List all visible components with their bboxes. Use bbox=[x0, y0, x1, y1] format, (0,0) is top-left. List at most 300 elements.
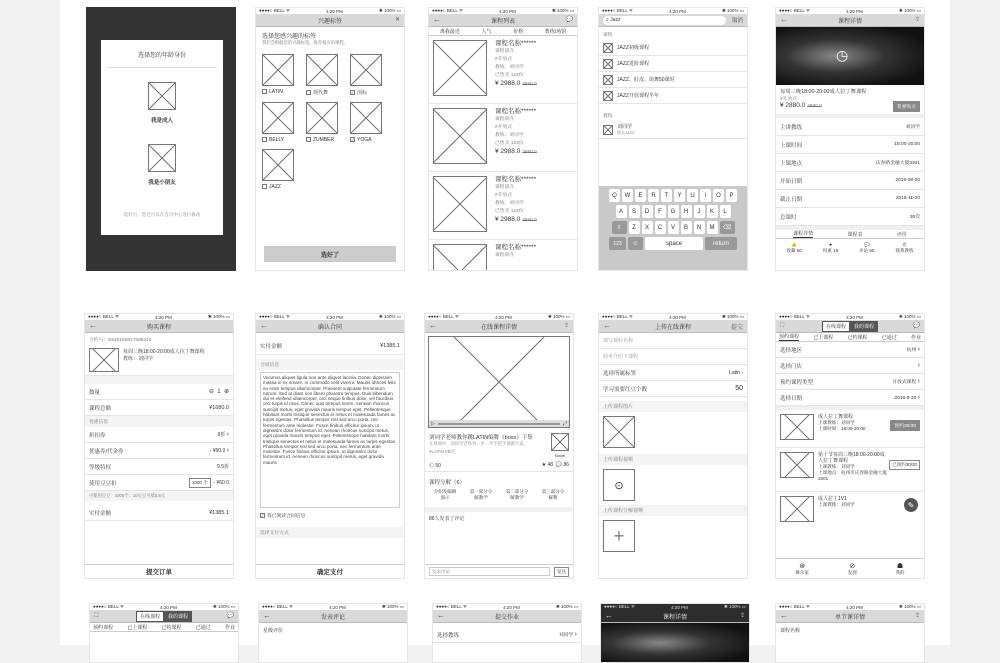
result-label: JAZZ进阶课程 bbox=[617, 61, 649, 67]
info-value: 18:00-20:00 bbox=[894, 142, 920, 147]
filter-value: 杭州 bbox=[906, 348, 917, 353]
interest-screen bbox=[255, 7, 405, 271]
coach-label: 选择教练 bbox=[437, 632, 460, 639]
my-courses-screen-2 bbox=[89, 603, 239, 663]
tag-label: 现代舞 bbox=[313, 90, 329, 96]
tag-label: ZUMBER bbox=[313, 137, 335, 143]
chevron-right-icon: › bbox=[917, 378, 920, 385]
tag-image bbox=[350, 102, 382, 134]
nav-title: 单节课详情 bbox=[834, 614, 865, 621]
key[interactable]: X bbox=[642, 221, 653, 234]
course-intro: 课程简介 bbox=[495, 117, 515, 122]
contact-action[interactable] bbox=[895, 242, 913, 254]
nav-bar bbox=[599, 320, 747, 333]
key[interactable]: J bbox=[694, 205, 705, 218]
category-label: 选择所属标签 bbox=[603, 370, 637, 377]
category-select[interactable] bbox=[599, 365, 747, 381]
coin-icon: Ⓒ bbox=[429, 463, 435, 469]
key[interactable]: E bbox=[635, 189, 646, 202]
course-sold: 已售卖 123份 bbox=[495, 209, 524, 214]
follow-coach[interactable] bbox=[551, 433, 569, 458]
lesson-detail-screen bbox=[775, 603, 925, 663]
checkbox[interactable] bbox=[262, 89, 267, 94]
action-label: 联系教练 bbox=[895, 248, 914, 253]
share-icon[interactable]: ⇪ bbox=[563, 323, 569, 329]
list-item[interactable] bbox=[776, 448, 924, 492]
course-name: 成人拉丁舞课程 bbox=[818, 414, 854, 420]
course-intro: 课程简介 bbox=[495, 253, 515, 258]
key[interactable]: O bbox=[713, 189, 724, 202]
tag-grid bbox=[262, 54, 398, 190]
course-image bbox=[89, 348, 119, 372]
cancel-button[interactable]: 取消 bbox=[731, 18, 743, 24]
order-course bbox=[85, 346, 233, 376]
filter-row[interactable] bbox=[776, 374, 924, 390]
course-coach: 上课教练：刘同学 bbox=[818, 464, 855, 469]
filter-label: 选择门店 bbox=[780, 363, 803, 370]
info-value: 庆春路金融大厦3301 bbox=[875, 161, 920, 166]
key[interactable]: S bbox=[629, 205, 640, 218]
upload-split-section: 上传课程分解视频 bbox=[599, 505, 747, 516]
filter-label: 预约课程类型 bbox=[780, 379, 814, 386]
time: 4:20 PM bbox=[160, 604, 177, 610]
tag-modern[interactable] bbox=[306, 54, 350, 96]
key[interactable]: U bbox=[687, 189, 698, 202]
course-intro: 课程简介 bbox=[495, 185, 515, 190]
carrier: ●●●●○ BELL ᯤ bbox=[259, 8, 291, 13]
add-icon[interactable]: + bbox=[603, 520, 635, 552]
course-name: 每周三晚18:00-20:00成人拉丁舞课程 bbox=[123, 349, 205, 355]
battery: ✱ 100% ▭ bbox=[547, 314, 570, 319]
result-label: JAZZ开放课程半年 bbox=[617, 93, 659, 99]
list-item[interactable] bbox=[429, 36, 577, 104]
course-name: 课程名称****** bbox=[495, 108, 537, 115]
course-price: ¥ 2988.0 bbox=[495, 148, 521, 155]
back-icon[interactable]: ← bbox=[89, 321, 97, 330]
tab-coach[interactable]: 教练/场馆 bbox=[544, 28, 567, 35]
key[interactable]: Y bbox=[674, 189, 685, 202]
checkbox-checked[interactable]: ✓ bbox=[351, 137, 355, 143]
tab-mine[interactable]: 我的课程 bbox=[164, 611, 192, 622]
course-old-price: 3980.0 bbox=[522, 82, 537, 87]
carrier: ●●●●○ BELL ᯤ bbox=[262, 604, 294, 609]
time: 4:20 PM bbox=[326, 8, 343, 14]
checkbox-checked[interactable]: ✓ bbox=[351, 90, 355, 96]
comment-stat[interactable] bbox=[556, 462, 569, 468]
search-icon: ⌕ bbox=[606, 17, 609, 23]
course-price: ¥ 2988.0 bbox=[495, 80, 521, 87]
tab-detail[interactable]: 课程详情 bbox=[793, 231, 814, 237]
tab-online[interactable]: 在线课程 bbox=[822, 321, 850, 332]
adult-label: 我是成人 bbox=[150, 118, 173, 124]
nav-bar bbox=[776, 14, 924, 27]
pay-label: 实付金额 bbox=[260, 343, 283, 350]
message-icon[interactable]: 💬 bbox=[565, 17, 573, 23]
carrier: ●●●●○ BELL ᯤ bbox=[779, 314, 811, 319]
coupon-label: 优惠券/代金券 bbox=[89, 448, 124, 455]
compass-icon: ⊘ bbox=[849, 562, 856, 570]
info-label: 总课时 bbox=[780, 214, 797, 221]
contract-section: 合同信息 bbox=[256, 359, 404, 370]
info-label: 主讲教练 bbox=[780, 124, 803, 131]
list-item[interactable] bbox=[599, 72, 747, 88]
course-coach: 教练：刘同学 bbox=[495, 201, 524, 206]
play-icon[interactable]: ▷ bbox=[431, 420, 435, 427]
course-price: ¥ 2880.0 bbox=[780, 102, 806, 109]
tab-booked[interactable]: 已约课程 bbox=[847, 334, 868, 341]
contract-screen bbox=[255, 313, 405, 579]
adult-option[interactable] bbox=[101, 82, 223, 124]
checkbox[interactable] bbox=[262, 184, 267, 189]
filter-value: 开放式课程 bbox=[892, 380, 917, 385]
comment-icon: 💬 bbox=[555, 462, 563, 468]
chevron-right-icon: › bbox=[226, 447, 229, 454]
level-label: 等级特权 bbox=[89, 464, 112, 471]
segment-control bbox=[822, 321, 878, 332]
tab-attended[interactable]: 已上课程 bbox=[127, 624, 148, 631]
battery: ✱ 100% ▭ bbox=[898, 314, 921, 319]
reserved-button[interactable]: 已预约30/30 bbox=[889, 460, 920, 470]
nav-title: 购买课程 bbox=[146, 324, 171, 331]
info-value: 30次 bbox=[909, 215, 920, 220]
key[interactable]: K bbox=[707, 205, 718, 218]
key[interactable]: D bbox=[642, 205, 653, 218]
age-dialog-title: 选择您的年龄身份 bbox=[107, 50, 217, 68]
coach-result[interactable] bbox=[599, 121, 747, 139]
action-count: 19 bbox=[833, 248, 839, 253]
comments-heading: 86人发表了评论 bbox=[429, 516, 465, 522]
return-key[interactable]: return bbox=[705, 237, 737, 250]
course-list-screen bbox=[428, 7, 578, 271]
order-screen bbox=[84, 313, 234, 579]
info-value: 刘同学 bbox=[905, 125, 920, 130]
emoji-icon[interactable]: ☺ bbox=[628, 237, 643, 250]
course-sold: 已售卖 123份 bbox=[495, 141, 524, 146]
tag-zumber[interactable] bbox=[306, 102, 350, 143]
discount-row[interactable] bbox=[85, 427, 233, 443]
detail-tabs bbox=[776, 230, 924, 239]
battery: ✱ 100% ▭ bbox=[723, 604, 746, 609]
tab-nearest[interactable]: 离我最近 bbox=[439, 28, 460, 35]
message-icon[interactable]: 💬 bbox=[912, 323, 920, 329]
nav-home[interactable] bbox=[795, 562, 809, 576]
phone-icon: ✆ bbox=[902, 242, 907, 247]
filter-label: 选择日期 bbox=[780, 395, 803, 402]
filter-row[interactable] bbox=[776, 342, 924, 358]
comment-icon: 💬 bbox=[863, 242, 870, 247]
star-stat[interactable] bbox=[542, 462, 553, 468]
share-icon[interactable]: ⇪ bbox=[914, 613, 920, 619]
tab-homework[interactable]: 作业 bbox=[224, 624, 235, 631]
carrier: ●●●●○ BELL ᯤ bbox=[602, 314, 634, 319]
tab-homework[interactable]: 作业 bbox=[910, 334, 921, 341]
total-value: ¥1680.0 bbox=[209, 404, 229, 411]
result-label: JAZZ、肚皮、街舞50课时 bbox=[617, 77, 675, 83]
tab-reserve[interactable]: 预约课程 bbox=[779, 334, 800, 340]
course-old-price: 3980.0 bbox=[522, 150, 537, 155]
battery: ✱ 100% ▭ bbox=[378, 314, 401, 319]
tab-reserve[interactable]: 预约课程 bbox=[93, 624, 114, 631]
course-image bbox=[433, 176, 487, 232]
list-item[interactable] bbox=[599, 56, 747, 72]
back-icon[interactable]: ← bbox=[780, 611, 788, 620]
share-icon[interactable]: ⇪ bbox=[914, 17, 920, 23]
time: 4:20 PM bbox=[495, 314, 512, 320]
message-icon[interactable]: 💬 bbox=[226, 613, 234, 619]
nav-bar bbox=[601, 610, 749, 623]
back-icon[interactable]: ← bbox=[605, 611, 613, 620]
contract-number: 合约号：E520160817586310 bbox=[89, 338, 152, 343]
done-button[interactable]: 选好了 bbox=[264, 246, 396, 262]
checkbox[interactable] bbox=[306, 90, 311, 95]
info-label: 上课地点 bbox=[780, 160, 803, 167]
key-row-2 bbox=[599, 205, 747, 218]
key[interactable]: I bbox=[700, 189, 711, 202]
reserve-button[interactable]: 预约30/30 bbox=[890, 420, 920, 431]
interest-heading: 选择您感兴趣的标签 bbox=[262, 34, 317, 40]
video-player[interactable] bbox=[428, 336, 570, 428]
buy-button[interactable]: 我要购买 bbox=[893, 101, 920, 112]
submit-button[interactable]: 提交 bbox=[730, 325, 743, 331]
key[interactable]: R bbox=[648, 189, 659, 202]
course-name: 成人拉丁1V1 bbox=[818, 496, 847, 502]
list-item[interactable] bbox=[429, 172, 577, 240]
tag-latin[interactable] bbox=[262, 54, 306, 96]
quantity-stepper[interactable]: ⊖ 1 ⊕ bbox=[208, 389, 229, 395]
key[interactable]: N bbox=[694, 221, 705, 234]
numbers-key[interactable]: 123 bbox=[609, 237, 626, 250]
tab-mine[interactable]: 我的课程 bbox=[850, 321, 878, 332]
filter-value: 2016-8-20 bbox=[894, 396, 917, 401]
shift-icon[interactable]: ⇧ bbox=[612, 221, 627, 234]
progress-bar[interactable] bbox=[438, 423, 560, 425]
course-tags: #LATIN #B近 bbox=[429, 449, 456, 454]
key[interactable]: F bbox=[655, 205, 666, 218]
tab-popular[interactable]: 人气 bbox=[481, 28, 492, 35]
contract-text: Vivamus aliquet ligula non ante aliquet lacinia. Donec dignissim massa in ex ornare, in commodo velit viverra. Mauris ultrices felis eu enim tempus ullamcorper. Praesent vulputate fermentum rutrum. Sed at diam non libero pharetra tempus. Duis bibendum, dui et eleifend ullamcorper, orci neque finibus dolor, vel faucibus orci turpis id risus. Donec quis tempus lorem. Aenean rhoncus suscipit metus, eget gravida mauris tempus eget. Pellentesque habitant morbi tristique senectus et netus et malesuada fames ac turpis egestas. Phasellus tempor nisl sed arcu porta, nec fermentum ante molestie. Fusce finibus efficitur ipsum, ut dignissim dolor fermentum id. Aenean rhoncus suscipit metus, eget gravida mauris tempus eget. Pellentesque habitant morbi tristique senectus et netus et malesuada fames ac turpis egestas. Phasellus tempor nisl sed arcu porta, nec fermentum ante molestie. Fusce finibus efficitur ipsum, ut dignissim dolor fermentum id. Aenean rhoncus suscipit metus, eget gravida mauris bbox=[260, 372, 400, 508]
course-old-price: 3980.0 bbox=[522, 218, 537, 223]
upload-screen bbox=[598, 313, 748, 579]
tab-online[interactable]: 在线课程 bbox=[136, 611, 164, 622]
tab-price[interactable]: 价格 bbox=[513, 28, 524, 35]
key[interactable]: L bbox=[720, 205, 731, 218]
key[interactable]: T bbox=[661, 189, 672, 202]
chapter-item[interactable]: 第二部分分解教学 bbox=[505, 489, 529, 500]
star-icon: ★ bbox=[828, 242, 833, 247]
space-key[interactable]: space bbox=[645, 237, 703, 250]
carrier: ●●●●○ BELL ᯤ bbox=[779, 8, 811, 13]
course-image bbox=[433, 40, 487, 96]
beans-value: - ¥60.0 bbox=[213, 479, 229, 486]
course-intro-field[interactable]: 简单介绍下课程 bbox=[599, 349, 747, 365]
sub-tabs bbox=[776, 333, 924, 342]
course-desc: 在视频中，刘同学老师将一步一步手把手地教大家， bbox=[429, 441, 528, 446]
course-sold: 已售卖 123份 bbox=[495, 73, 524, 78]
back-icon[interactable]: ← bbox=[437, 611, 445, 620]
share-icon[interactable]: ⇪ bbox=[739, 613, 745, 619]
tag-yoga[interactable] bbox=[350, 102, 394, 143]
favorite-action[interactable] bbox=[787, 242, 802, 254]
tab-review[interactable]: 评价 bbox=[896, 231, 907, 238]
time: 4:20 PM bbox=[503, 604, 520, 610]
nav-title: 确认合同 bbox=[317, 324, 342, 331]
upload-video-section: 上传课程视频 bbox=[599, 454, 747, 465]
list-item[interactable] bbox=[429, 104, 577, 172]
total-label: 课程总额 bbox=[89, 405, 112, 412]
course-location: 上课地点：杭州市庆春路金融大厦3301 bbox=[818, 470, 887, 481]
back-icon[interactable]: ← bbox=[260, 321, 268, 330]
filter-row[interactable] bbox=[776, 358, 924, 374]
time: 4:20 PM bbox=[329, 604, 346, 610]
bean-count-field[interactable] bbox=[599, 381, 747, 397]
nav-title: 上传在线课程 bbox=[654, 324, 691, 331]
comment-input[interactable]: 发表评论 bbox=[429, 567, 550, 576]
beans-input[interactable]: 1000 个 bbox=[189, 478, 211, 488]
key[interactable]: G bbox=[668, 205, 679, 218]
send-button[interactable]: 发送 bbox=[554, 567, 569, 577]
confirm-pay-button[interactable]: 确定支付 bbox=[256, 564, 404, 578]
key[interactable]: C bbox=[655, 221, 666, 234]
level-value: 9.5折 bbox=[217, 464, 229, 470]
key[interactable]: Q bbox=[609, 189, 620, 202]
fullscreen-icon[interactable]: ⤢ bbox=[562, 420, 567, 427]
time: 4:20 PM bbox=[846, 604, 863, 610]
chapter-item[interactable]: 介绍及编舞演示 bbox=[433, 489, 457, 500]
back-icon[interactable]: ← bbox=[263, 611, 271, 620]
battery: ✱ 100% ▭ bbox=[721, 314, 744, 319]
kid-option[interactable] bbox=[101, 144, 223, 186]
key[interactable]: P bbox=[726, 189, 737, 202]
checkbox[interactable] bbox=[262, 137, 267, 142]
back-icon[interactable]: ← bbox=[433, 15, 441, 24]
close-icon[interactable]: ✕ bbox=[394, 17, 400, 23]
tag-ballroom[interactable] bbox=[350, 54, 394, 96]
discount-section: 优惠信息 bbox=[85, 416, 233, 427]
search-input[interactable] bbox=[603, 16, 726, 25]
rating-label: 星级评价 bbox=[263, 628, 284, 634]
sub-tabs bbox=[90, 623, 238, 632]
tab-passed[interactable]: 已通过 bbox=[195, 624, 211, 631]
coach-select[interactable] bbox=[433, 627, 581, 643]
course-time: 上课时间：18:00-20:00 bbox=[818, 426, 866, 431]
tab-booked[interactable]: 已约课程 bbox=[161, 624, 182, 631]
comment-action[interactable] bbox=[859, 242, 874, 254]
battery: ✱ 100% ▭ bbox=[212, 604, 235, 609]
course-detail-screen bbox=[775, 7, 925, 271]
submit-order-button[interactable]: 提交订单 bbox=[85, 564, 233, 578]
course-type: #开放式 bbox=[780, 97, 798, 102]
time: 4:20 PM bbox=[669, 8, 686, 14]
filter-label: 选择地区 bbox=[780, 347, 803, 354]
search-screen bbox=[598, 7, 748, 271]
action-count: 80 bbox=[869, 248, 875, 253]
backspace-icon[interactable]: ⌫ bbox=[720, 221, 735, 234]
back-icon[interactable]: ← bbox=[603, 321, 611, 330]
keyboard bbox=[599, 186, 747, 270]
nav-bar bbox=[433, 610, 581, 623]
tab-attended[interactable]: 已上课程 bbox=[813, 334, 834, 341]
play-icon[interactable]: ◷ bbox=[836, 47, 849, 63]
info-label: 截止日期 bbox=[780, 196, 803, 203]
chevron-right-icon: › bbox=[741, 369, 743, 376]
pay-label: 实付金额 bbox=[89, 510, 112, 517]
key[interactable]: H bbox=[681, 205, 692, 218]
key[interactable]: W bbox=[622, 189, 633, 202]
rank-action[interactable] bbox=[823, 242, 838, 254]
list-item[interactable] bbox=[776, 492, 924, 516]
info-value: 2016-08-20 bbox=[895, 178, 920, 183]
action-count: 60 bbox=[796, 248, 802, 253]
bottom-nav bbox=[776, 558, 924, 578]
edit-icon[interactable]: ✎ bbox=[904, 498, 918, 512]
key[interactable]: B bbox=[681, 221, 692, 234]
tag-jazz[interactable] bbox=[262, 149, 306, 190]
tab-passed[interactable]: 已通过 bbox=[881, 334, 897, 341]
chevron-right-icon: › bbox=[226, 431, 229, 438]
key[interactable]: V bbox=[668, 221, 679, 234]
checkbox[interactable] bbox=[306, 137, 311, 142]
scan-icon[interactable]: ⛶ bbox=[94, 613, 99, 619]
list-item[interactable] bbox=[776, 410, 924, 448]
course-image bbox=[433, 108, 487, 164]
nav-me[interactable] bbox=[896, 562, 905, 576]
info-value: 2016-11-20 bbox=[895, 196, 920, 201]
chapter-item[interactable]: 第一部分分解教学 bbox=[469, 489, 493, 500]
filter-row[interactable] bbox=[776, 390, 924, 406]
key[interactable]: A bbox=[616, 205, 627, 218]
battery: ✱ 100% ▭ bbox=[898, 604, 921, 609]
course-name-field[interactable]: 填写课程名称 bbox=[599, 333, 747, 349]
list-item[interactable] bbox=[599, 88, 747, 104]
course-name: 每周三晚18:00-20:00成人拉丁舞课程 bbox=[780, 89, 867, 95]
nav-bar bbox=[259, 610, 407, 623]
course-intro: 课程简介 bbox=[495, 49, 515, 54]
coupon-row[interactable] bbox=[85, 443, 233, 459]
carrier: ●●●●○ BELL ᯤ bbox=[602, 8, 634, 13]
sort-tabs bbox=[429, 27, 577, 36]
course-coach: 上课教练：刘同学 bbox=[818, 420, 855, 425]
coach-sub: 擅长JAZZ bbox=[617, 130, 635, 135]
back-icon[interactable]: ← bbox=[429, 321, 437, 330]
result-label: JAZZ初级课程 bbox=[617, 45, 649, 51]
upload-image-slot[interactable] bbox=[603, 416, 635, 448]
nav-label: 我的 bbox=[895, 569, 905, 575]
detail-footer bbox=[776, 239, 924, 254]
course-coach: 教练：刘同学 bbox=[495, 65, 524, 70]
tag-belly[interactable] bbox=[262, 102, 306, 143]
course-type: #开放式 bbox=[495, 125, 513, 130]
video-slot-icon[interactable]: ⊙ bbox=[603, 469, 635, 501]
agree-checkbox[interactable]: ✓ bbox=[261, 513, 265, 519]
list-item[interactable] bbox=[599, 40, 747, 56]
battery: ✱ 100% ▭ bbox=[381, 604, 404, 609]
back-icon[interactable]: ← bbox=[780, 15, 788, 24]
pay-value: ¥1385.1 bbox=[380, 342, 400, 349]
info-label: 上课时间 bbox=[780, 142, 803, 149]
chapter-item[interactable]: 第三部分分解教 bbox=[541, 489, 565, 500]
key[interactable]: Z bbox=[629, 221, 640, 234]
list-item[interactable] bbox=[429, 240, 577, 270]
tab-schedule[interactable]: 课程表 bbox=[847, 231, 863, 238]
tag-label: YOGA bbox=[357, 137, 372, 143]
segment-control bbox=[136, 611, 192, 622]
time: 4:20 PM bbox=[326, 314, 343, 320]
result-image bbox=[603, 91, 613, 101]
discount-value: 9折 bbox=[217, 432, 226, 438]
scan-icon[interactable]: ⛶ bbox=[780, 323, 785, 329]
nav-discover[interactable] bbox=[848, 562, 857, 576]
key[interactable]: M bbox=[707, 221, 718, 234]
